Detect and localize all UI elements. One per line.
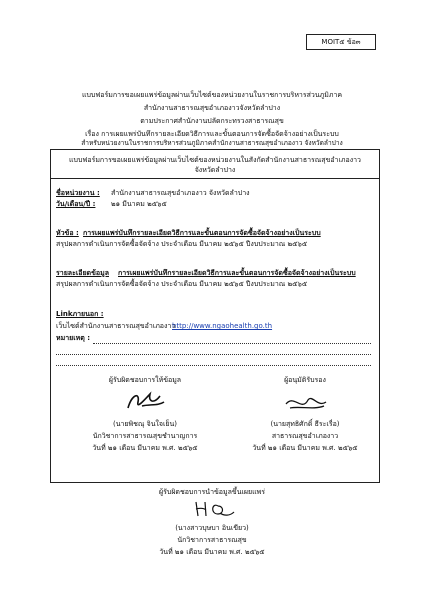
unit-label: ชื่อหน่วยงาน : <box>56 189 100 197</box>
website-text: เว็บไซต์สำนักงานสาธารณสุขอำเภองาว <box>56 322 176 330</box>
header-line-3: ตามประกาศสำนักงานปลัดกระทรวงสาธารณสุข <box>140 117 284 125</box>
date-value: ๒๑ มีนาคม ๒๕๖๕ <box>111 200 167 208</box>
left-sign-position: นักวิชาการสาธารณสุขชำนาญการ <box>92 432 198 440</box>
header-line-4: เรื่อง การเผยแพร่บันทึกรายละเอียดวิธีการและขั้นตอนการจัดซื้อจัดจ้างอย่างเป็นระบบ <box>85 130 339 138</box>
detail-value: การเผยแพร่บันทึกรายละเอียดวิธีการและขั้นตอนการจัดซื้อจัดจ้างอย่างเป็นระบบ <box>118 269 356 277</box>
date-label: วัน/เดือน/ปี : <box>56 200 96 208</box>
bottom-sign-role: ผู้รับผิดชอบการนำข้อมูลขึ้นเผยแพร่ <box>159 488 265 496</box>
note-dotted-line-2 <box>56 354 371 355</box>
right-sign-name: (นายสุทธิศักดิ์ ธีระเรื่อ) <box>270 420 340 428</box>
right-sign-role: ผู้อนุมัติรับรอง <box>284 376 326 384</box>
unit-value: สำนักงานสาธารณสุขอำเภองาว จังหวัดลำปาง <box>111 189 250 197</box>
header-line-1: แบบฟอร์มการขอเผยแพร่ข้อมูลผ่านเว็บไซต์ของหน่วยงานในราชการบริหารส่วนภูมิภาค <box>81 91 343 99</box>
right-sign-date: วันที่ ๒๑ เดือน มีนาคม พ.ศ. ๒๕๖๕ <box>252 444 358 452</box>
left-sign-role: ผู้รับผิดชอบการให้ข้อมูล <box>108 376 182 384</box>
header-line-5: สำหรับหน่วยงานในราชการบริหารส่วนภูมิภาคสำนักงานสาธารณสุขอำเภองาว จังหวัดลำปาง <box>81 139 343 147</box>
topic-value: การเผยแพร่บันทึกรายละเอียดวิธีการและขั้นตอนการจัดซื้อจัดจ้างอย่างเป็นระบบ <box>83 229 321 237</box>
form-title-line-2: จังหวัดลำปาง <box>194 166 236 174</box>
form-header-divider <box>50 178 380 179</box>
note-dotted-line-1 <box>93 343 371 344</box>
detail-text: สรุปผลการดำเนินการจัดซื้อจัดจ้าง ประจำเดือน มีนาคม ๒๕๖๕ ปีงบประมาณ ๒๕๖๕ <box>56 280 308 288</box>
bottom-sign-date: วันที่ ๒๑ เดือน มีนาคม พ.ศ. ๒๕๖๕ <box>159 548 265 556</box>
topic-label: หัวข้อ : <box>56 229 79 237</box>
link-label: Linkภายนอก : <box>56 310 104 318</box>
detail-label: รายละเอียดข้อมูล <box>56 269 109 277</box>
bottom-signature <box>190 498 240 520</box>
bottom-sign-name: (นางสาวบุษบา อินเขียว) <box>175 524 249 532</box>
form-title-line-1: แบบฟอร์มการขอเผยแพร่ข้อมูลผ่านเว็บไซต์ของหน่วยงานในสังกัดสำนักงานสาธารณสุขอำเภองาว <box>69 156 361 164</box>
document-code: MOIT๕ ข้อ๓ <box>306 34 376 50</box>
header-line-2: สำนักงานสาธารณสุขอำเภองาวจังหวัดลำปาง <box>143 104 281 112</box>
left-sign-name: (นายพิชณุ จินใจเย็น) <box>112 420 178 428</box>
note-dotted-line-3 <box>56 365 371 366</box>
right-signature <box>280 390 330 414</box>
left-sign-date: วันที่ ๒๑ เดือน มีนาคม พ.ศ. ๒๕๖๕ <box>92 444 198 452</box>
left-signature <box>120 388 170 414</box>
website-link[interactable]: http://www.ngaohealth.go.th <box>172 322 273 330</box>
topic-detail: สรุปผลการดำเนินการจัดซื้อจัดจ้าง ประจำเดือน มีนาคม ๒๕๖๕ ปีงบประมาณ ๒๕๖๕ <box>56 240 308 248</box>
bottom-sign-position: นักวิชาการสาธารณสุข <box>177 536 247 544</box>
note-label: หมายเหตุ : <box>56 334 91 342</box>
right-sign-position: สาธารณสุขอำเภองาว <box>271 432 339 440</box>
